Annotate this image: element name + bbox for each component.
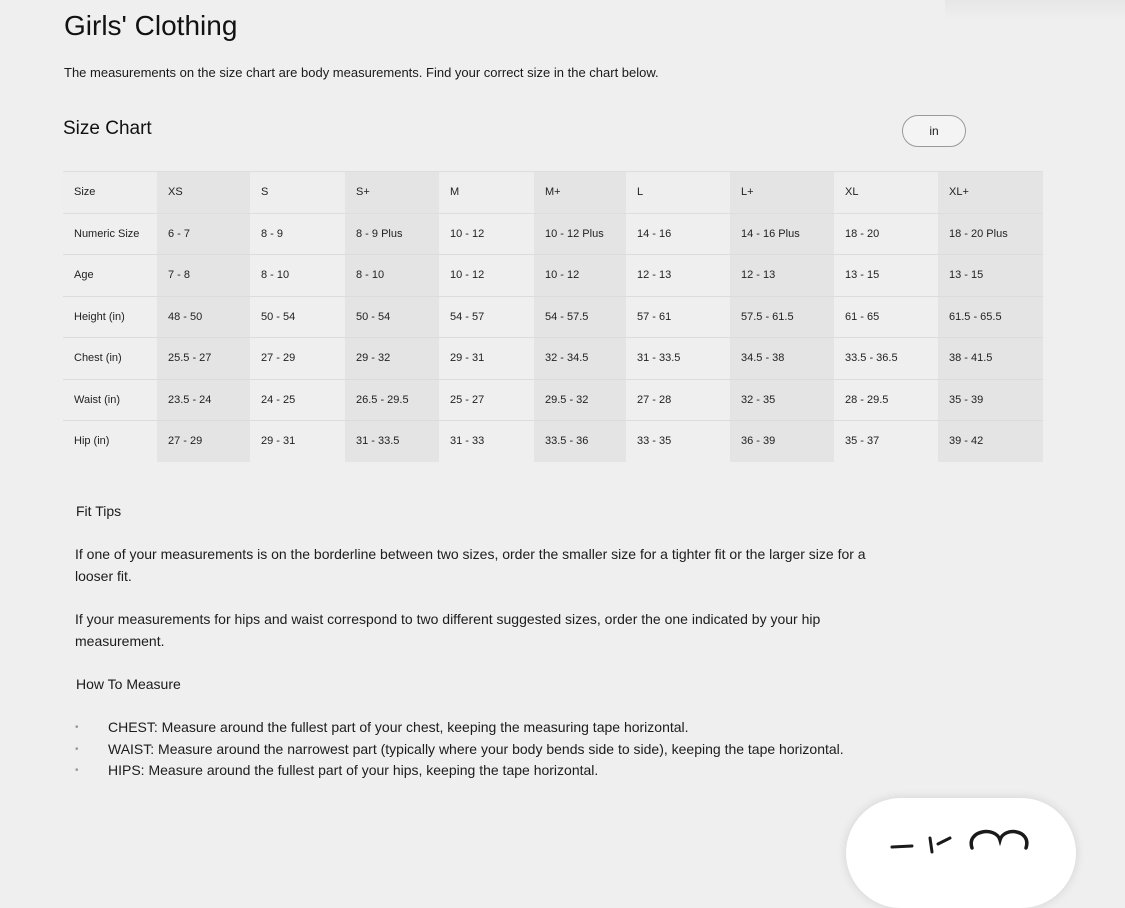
table-cell: 7 - 8 xyxy=(157,255,250,297)
table-row xyxy=(63,379,1043,421)
size-header-cell: L+ xyxy=(730,172,834,214)
table-cell: 10 - 12 Plus xyxy=(534,213,626,255)
table-cell: 8 - 9 xyxy=(250,213,345,255)
table-cell: 34.5 - 38 xyxy=(730,338,834,380)
bullet-icon: • xyxy=(75,743,79,755)
list-item xyxy=(75,717,844,739)
row-label: Chest (in) xyxy=(63,338,157,380)
row-label: Numeric Size xyxy=(63,213,157,255)
table-cell: 14 - 16 xyxy=(626,213,730,255)
row-label: Waist (in) xyxy=(63,379,157,421)
table-cell: 39 - 42 xyxy=(938,421,1043,462)
floating-overlay-card[interactable] xyxy=(846,798,1076,908)
table-cell: 6 - 7 xyxy=(157,213,250,255)
size-header-cell: S xyxy=(250,172,345,214)
row-label: Age xyxy=(63,255,157,297)
intro-text: The measurements on the size chart are body measurements. Find your correct size in the chart below. xyxy=(64,65,659,80)
table-cell: 18 - 20 xyxy=(834,213,938,255)
size-header-cell: XL xyxy=(834,172,938,214)
measure-instruction: WAIST: Measure around the narrowest part (typically where your body bends side to side), keeping the tape horizontal. xyxy=(108,740,844,757)
table-cell: 8 - 10 xyxy=(345,255,439,297)
table-cell: 33 - 35 xyxy=(637,435,672,448)
table-cell: 10 - 12 xyxy=(439,213,534,255)
bullet-icon: • xyxy=(75,765,79,776)
table-cell: 25 - 27 xyxy=(439,379,534,421)
table-cell: 61 - 65 xyxy=(834,296,938,338)
table-cell: 23.5 - 24 xyxy=(157,379,250,421)
table-cell: 57.5 - 61.5 xyxy=(730,296,834,338)
table-cell: 27 - 29 xyxy=(157,421,250,462)
table-cell: 27 - 28 xyxy=(626,379,730,421)
table-cell: 33.5 - 36.5 xyxy=(834,338,938,380)
size-header-cell: XL+ xyxy=(938,172,1043,214)
table-cell: 12 - 13 xyxy=(730,255,834,297)
table-cell: 32 - 34.5 xyxy=(534,338,626,380)
fit-tips-title: Fit Tips xyxy=(76,503,122,519)
row-label: Hip (in) xyxy=(74,435,110,448)
size-header-cell: S+ xyxy=(345,172,439,214)
size-header-cell: L xyxy=(626,172,730,214)
table-cell: 31 - 33 xyxy=(450,435,485,448)
table-cell: 29.5 - 32 xyxy=(534,379,626,421)
table-cell: 48 - 50 xyxy=(157,296,250,338)
fit-tip-paragraph: If one of your measurements is on the borderline between two sizes, order the smaller size for a tighter fit or the larger size for a looser fit. xyxy=(75,546,866,584)
list-item xyxy=(75,760,844,782)
table-row xyxy=(63,213,1043,255)
table-cell: 54 - 57 xyxy=(439,296,534,338)
table-cell: 29 - 32 xyxy=(345,338,439,380)
table-cell: 61.5 - 65.5 xyxy=(938,296,1043,338)
size-header-cell: M+ xyxy=(534,172,626,214)
table-cell: 38 - 41.5 xyxy=(938,338,1043,380)
table-cell: 8 - 10 xyxy=(250,255,345,297)
table-cell: 29 - 31 xyxy=(261,435,296,448)
top-right-shadow xyxy=(945,0,1125,20)
table-row xyxy=(63,421,1043,462)
table-cell: 31 - 33.5 xyxy=(345,421,439,462)
table-cell: 12 - 13 xyxy=(626,255,730,297)
table-row xyxy=(63,338,1043,380)
row-label: Height (in) xyxy=(63,296,157,338)
table-cell: 50 - 54 xyxy=(345,296,439,338)
bullet-icon: • xyxy=(75,722,79,733)
table-cell: 33.5 - 36 xyxy=(534,421,626,462)
table-cell: 13 - 15 xyxy=(834,255,938,297)
how-to-measure-list xyxy=(75,717,844,782)
table-cell: 13 - 15 xyxy=(938,255,1043,297)
table-cell: 31 - 33.5 xyxy=(626,338,730,380)
table-cell: 28 - 29.5 xyxy=(834,379,938,421)
table-cell: 18 - 20 Plus xyxy=(938,213,1043,255)
size-chart-table xyxy=(63,171,1043,462)
table-row xyxy=(63,296,1043,338)
table-cell: 36 - 39 xyxy=(730,421,834,462)
table-cell: 24 - 25 xyxy=(250,379,345,421)
table-cell: 54 - 57.5 xyxy=(534,296,626,338)
fit-tip-paragraph: If your measurements for hips and waist correspond to two different suggested sizes, order the one indicated by your hip measurement. xyxy=(75,611,821,649)
table-cell: 10 - 12 xyxy=(534,255,626,297)
table-cell: 32 - 35 xyxy=(730,379,834,421)
table-cell: 35 - 37 xyxy=(845,435,880,448)
table-cell: 57 - 61 xyxy=(626,296,730,338)
table-cell: 35 - 39 xyxy=(938,379,1043,421)
row-label: Size xyxy=(63,172,157,214)
table-cell: 27 - 29 xyxy=(250,338,345,380)
table-header-row xyxy=(63,172,1043,214)
size-header-cell: XS xyxy=(157,172,250,214)
list-item xyxy=(75,739,844,761)
measure-instruction: CHEST: Measure around the fullest part of your chest, keeping the measuring tape horizontal. xyxy=(108,719,689,735)
table-cell: 25.5 - 27 xyxy=(157,338,250,380)
measure-instruction: HIPS: Measure around the fullest part of your hips, keeping the tape horizontal. xyxy=(108,762,599,778)
size-chart-title: Size Chart xyxy=(63,118,152,139)
size-header-cell: M xyxy=(439,172,534,214)
table-cell: 8 - 9 Plus xyxy=(345,213,439,255)
table-cell: 26.5 - 29.5 xyxy=(345,379,439,421)
how-to-measure-title: How To Measure xyxy=(76,676,181,692)
table-cell: 10 - 12 xyxy=(439,255,534,297)
page-title: Girls' Clothing xyxy=(64,10,238,41)
table-cell: 14 - 16 Plus xyxy=(730,213,834,255)
overlay-partial-icon xyxy=(886,826,1046,866)
table-cell: 29 - 31 xyxy=(439,338,534,380)
table-cell: 50 - 54 xyxy=(250,296,345,338)
unit-toggle-button[interactable]: in xyxy=(902,115,966,147)
table-row xyxy=(63,255,1043,297)
